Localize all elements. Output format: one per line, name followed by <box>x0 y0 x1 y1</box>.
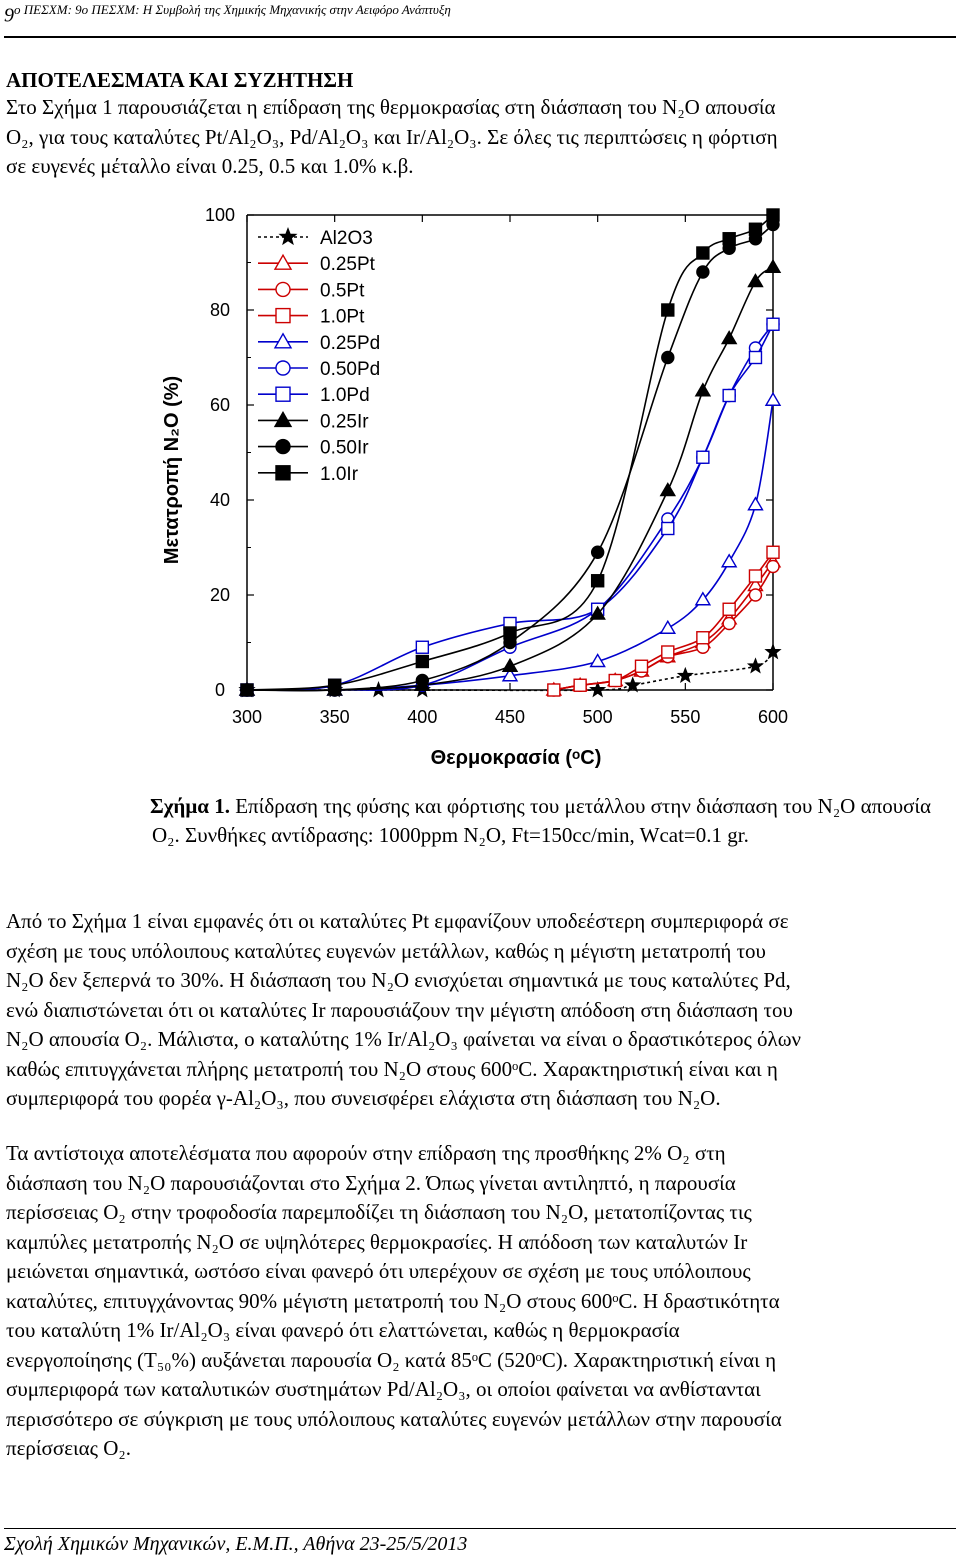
legend-label: Al2O3 <box>320 228 373 249</box>
para2-line: περισσότερο σε σύγκριση με τους υπόλοιπους καταλύτες ευγενών μετάλλων στην παρουσία <box>6 1406 782 1431</box>
data-point-square <box>662 523 674 535</box>
legend-label: 1.0Ir <box>320 463 359 485</box>
data-point-triangle <box>722 332 736 344</box>
data-point-circle <box>592 546 604 558</box>
results-paragraph-1 <box>6 907 954 1114</box>
y-tick-label: 20 <box>209 585 231 605</box>
intro-line: Ο₂, για τους καταλύτες Pt/Al₂O₃, Pd/Al₂O₃ και Ir/Al₂O₃. Σε όλες τις περιπτώσεις η φόρτιση <box>6 124 778 149</box>
data-point-circle <box>276 282 290 296</box>
legend-label: 1.0Pd <box>320 385 370 407</box>
data-point-square <box>636 660 648 672</box>
data-point-square <box>697 451 709 463</box>
data-point-square <box>276 387 290 401</box>
para2-line: του καταλύτη 1% Ir/Al₂O₃ είναι φανερό ότι ελαττώνεται, καθώς η θερμοκρασία <box>6 1318 680 1342</box>
data-point-circle <box>662 352 674 364</box>
para1-line: Ν₂Ο απουσία Ο₂. Μάλιστα, ο καταλύτης 1% Ir/Al₂O₃ φαίνεται να είναι ο δραστικότερος όλων <box>6 1027 802 1051</box>
data-point-square <box>723 603 735 615</box>
para2-line: συμπεριφορά των καταλυτικών συστημάτων Pd/Al₂O₃, οι οποίοι φαίνεται να ανθίστανται <box>6 1377 761 1401</box>
legend-label: 0.25Ir <box>320 411 369 433</box>
x-tick-label: 400 <box>407 707 438 727</box>
data-point-triangle <box>696 384 710 396</box>
data-point-circle <box>723 618 735 630</box>
data-point-square <box>609 675 621 687</box>
figure-caption <box>150 792 954 822</box>
y-tick-label: 80 <box>209 300 231 320</box>
x-axis-label: Θερμοκρασία (ᵒC) <box>430 747 602 769</box>
data-point-square <box>767 546 779 558</box>
para2-line: καταλύτες, επιτυγχάνοντας 90% μέγιστη μετατροπή του Ν₂Ο στους 600ᵒC. Η δραστικότητα <box>6 1288 780 1313</box>
para1-line: Ν₂Ο δεν ξεπερνά το 30%. Η διάσπαση του Ν₂Ο ενισχύεται σημαντικά με τους καταλύτες Pd, <box>6 968 791 992</box>
footer-divider <box>4 1528 956 1529</box>
caption-line2: Ο₂. Συνθήκες αντίδρασης: 1000ppm N₂O, Ft=150cc/min, Wcat=0.1 gr. <box>152 823 749 847</box>
data-point-square <box>749 570 761 582</box>
page-footer: Σχολή Χημικών Μηχανικών, Ε.Μ.Π., Αθήνα 23-25/5/2013 <box>4 1533 468 1555</box>
intro-line: σε ευγενές μέταλλο είναι 0.25, 0.5 και 1.0% κ.β. <box>6 154 414 178</box>
para2-line: περίσσειας Ο₂ στην τροφοδοσία παρεμποδίζει τη διάσπαση του Ν₂Ο, μετατοπίζοντας τις <box>6 1200 752 1224</box>
legend-item <box>258 411 369 432</box>
data-point-square <box>416 641 428 653</box>
data-point-triangle <box>722 555 736 567</box>
data-point-square <box>723 233 735 245</box>
data-point-circle <box>749 589 761 601</box>
data-point-square <box>767 209 779 221</box>
data-point-star <box>591 683 604 696</box>
caption-head: Σχήμα 1. <box>150 794 230 818</box>
para1-line: ενώ διαπιστώνεται ότι οι καταλύτες Ir παρουσιάζουν την μέγιστη απόδοση στη διάσπαση του <box>6 997 793 1022</box>
para2-line: Τα αντίστοιχα αποτελέσματα που αφορούν στην επίδραση της προσθήκης 2% Ο₂ στη <box>6 1141 726 1165</box>
data-point-triangle <box>275 255 291 269</box>
para2-line: μειώνεται σημαντικά, ωστόσο είναι φανερό ότι υπερέχουν σε σχέση με τους υπόλοιπους <box>6 1259 751 1283</box>
data-point-square <box>592 575 604 587</box>
data-point-square <box>723 390 735 402</box>
legend-item <box>258 254 376 275</box>
data-point-triangle <box>275 412 291 426</box>
para1-line: Από το Σχήμα 1 είναι εμφανές ότι οι καταλύτες Pt εμφανίζουν υποδεέστερη συμπεριφορά σε <box>6 909 789 933</box>
data-point-star <box>626 678 639 691</box>
data-point-square <box>574 679 586 691</box>
y-tick-label: 60 <box>209 395 231 415</box>
data-point-star <box>679 669 692 682</box>
data-point-circle <box>767 561 779 573</box>
results-paragraph-2 <box>6 1139 954 1464</box>
legend-label: 0.5Pt <box>320 280 365 302</box>
chart-legend <box>258 228 380 485</box>
data-point-circle <box>697 266 709 278</box>
data-point-triangle <box>661 484 675 496</box>
data-point-square <box>416 656 428 668</box>
x-tick-label: 550 <box>670 707 701 727</box>
series-1-0pt <box>548 546 779 696</box>
legend-item <box>258 438 369 459</box>
legend-label: 0.25Pt <box>320 254 375 276</box>
legend-item <box>258 464 359 485</box>
data-point-square <box>241 684 253 696</box>
x-tick-label: 350 <box>319 707 350 727</box>
legend-label: 0.25Pd <box>320 332 381 354</box>
legend-label: 0.50Ir <box>320 437 369 459</box>
data-point-triangle <box>766 393 780 405</box>
data-point-square <box>697 247 709 259</box>
section-title: ΑΠΟΤΕΛΕΣΜΑΤΑ ΚΑΙ ΣΥΖΗΤΗΣΗ <box>6 68 354 92</box>
data-point-square <box>276 309 290 323</box>
data-point-triangle <box>748 498 762 510</box>
y-tick-label: 40 <box>209 490 231 510</box>
data-point-square <box>697 632 709 644</box>
legend-item <box>258 280 365 301</box>
data-point-circle <box>416 675 428 687</box>
data-point-square <box>329 679 341 691</box>
data-point-square <box>662 304 674 316</box>
data-point-square <box>749 352 761 364</box>
data-point-square <box>749 223 761 235</box>
data-point-square <box>767 318 779 330</box>
caption-line1: Επίδραση της φύσης και φόρτισης του μετάλλου στην διάσπαση του Ν₂Ο απουσία <box>235 794 932 818</box>
para1-line: καθώς επιτυγχάνεται πλήρης μετατροπή του Ν₂Ο στους 600ᵒC. Χαρακτηριστική είναι και η <box>6 1056 778 1081</box>
data-point-square <box>548 684 560 696</box>
x-tick-label: 300 <box>231 707 263 727</box>
data-point-star <box>749 659 762 672</box>
para2-line: καμπύλες μετατροπής Ν₂Ο σε υψηλότερες θερμοκρασίες. Η απόδοση των καταλυτών Ir <box>6 1229 748 1254</box>
header-number: 9 <box>4 4 14 27</box>
y-tick-label: 0 <box>214 680 226 700</box>
data-point-triangle <box>766 260 780 272</box>
legend-label: 0.50Pd <box>320 359 381 380</box>
series-line <box>554 552 773 690</box>
figure-caption-2 <box>152 821 956 851</box>
legend-item <box>258 385 370 406</box>
y-tick-label: 100 <box>204 205 236 225</box>
x-tick-label: 600 <box>757 707 789 727</box>
y-axis-label: Μετατροπή N₂O (%) <box>161 375 183 565</box>
x-tick-label: 500 <box>582 707 613 727</box>
para2-line: περίσσειας Ο₂. <box>6 1436 131 1460</box>
data-point-circle <box>276 361 290 375</box>
data-point-star <box>280 229 295 244</box>
legend-label: 1.0Pt <box>320 306 365 328</box>
data-point-square <box>504 627 516 639</box>
data-point-circle <box>276 440 290 454</box>
legend-item <box>258 307 365 328</box>
data-point-square <box>276 466 290 480</box>
data-point-triangle <box>503 659 517 671</box>
para1-line: σχέση με τους υπόλοιπους καταλύτες ευγενών μετάλλων, καθώς η μέγιστη μετατροπή του <box>6 938 766 963</box>
data-point-square <box>662 646 674 658</box>
para1-line: συμπεριφορά του φορέα γ-Al₂O₃, που συνεισφέρει ελάχιστα στη διάσπαση του Ν₂Ο. <box>6 1086 721 1110</box>
data-point-triangle <box>275 334 291 348</box>
legend-item <box>258 228 373 249</box>
data-point-triangle <box>661 621 675 633</box>
legend-item <box>258 333 380 354</box>
x-tick-label: 450 <box>494 707 526 727</box>
para2-line: διάσπαση του Ν₂Ο παρουσιάζονται στο Σχήμα 2. Όπως γίνεται αντιληπτό, η παρουσία <box>6 1170 736 1195</box>
para2-line: ενεργοποίησης (T₅₀%) αυξάνεται παρουσία Ο₂ κατά 85ᵒC (520ᵒC). Χαρακτηριστική είναι η <box>6 1347 777 1372</box>
header-text: ο ΠΕΣΧΜ: 9ο ΠΕΣΧΜ: Η Συμβολή της Χημικής Μηχανικής στην Αειφόρο Ανάπτυξη <box>14 2 451 17</box>
intro-line: Στο Σχήμα 1 παρουσιάζεται η επίδραση της θερμοκρασίας στη διάσπαση του Ν₂Ο απουσία <box>6 95 776 119</box>
legend-item <box>258 359 380 380</box>
